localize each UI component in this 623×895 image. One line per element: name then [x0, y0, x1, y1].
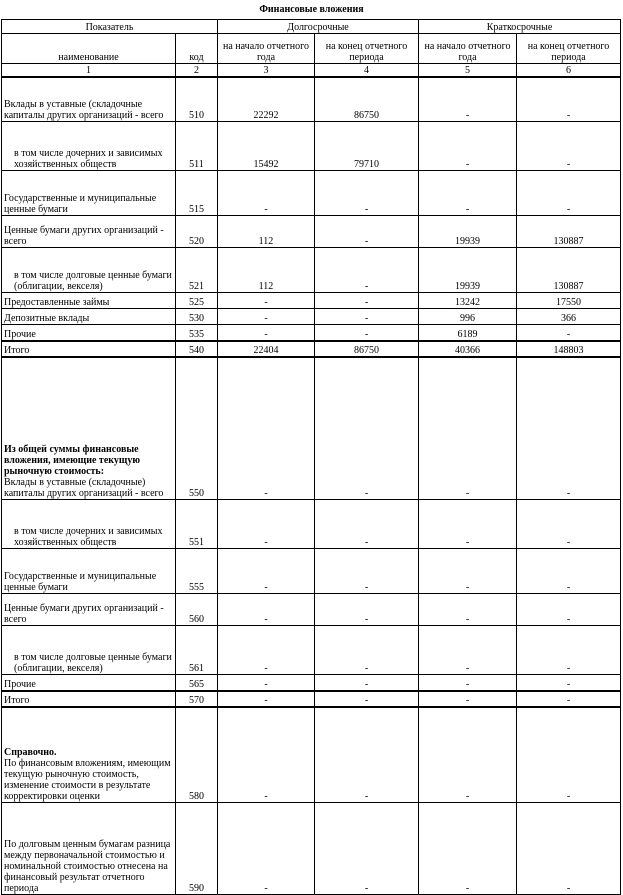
cell-value: - — [517, 171, 621, 216]
cell-value: 86750 — [315, 77, 419, 122]
table-row — [2, 248, 621, 293]
row-name — [2, 309, 176, 325]
section-heading: Справочно. — [4, 747, 57, 758]
cell-value: 6189 — [419, 325, 517, 341]
table-row — [2, 803, 621, 895]
cell-value: - — [218, 357, 315, 500]
row-code: 530 — [176, 309, 218, 325]
cell-value: - — [315, 216, 419, 248]
header-long-term: Долгосрочные — [218, 20, 419, 34]
cell-value: 22292 — [218, 77, 315, 122]
col-number: 5 — [419, 64, 517, 77]
row-code: 535 — [176, 325, 218, 341]
cell-value: - — [315, 707, 419, 803]
table-row — [2, 77, 621, 122]
table-row — [2, 500, 621, 549]
cell-value: - — [315, 691, 419, 707]
cell-value: 130887 — [517, 216, 621, 248]
row-label: Вклады в уставные (складочные) капиталы других организаций - всего — [4, 477, 164, 499]
row-name — [2, 341, 176, 357]
cell-value: 86750 — [315, 341, 419, 357]
cell-value: - — [419, 691, 517, 707]
row-code: 570 — [176, 691, 218, 707]
table-row — [2, 357, 621, 500]
header-end-short: на конец отчетного периода — [517, 34, 621, 64]
row-code: 525 — [176, 293, 218, 309]
cell-value: 13242 — [419, 293, 517, 309]
row-label: Итого — [4, 694, 30, 706]
table-row — [2, 325, 621, 341]
cell-value: - — [419, 77, 517, 122]
cell-value: - — [419, 171, 517, 216]
cell-value: - — [315, 309, 419, 325]
row-name — [2, 707, 176, 803]
col-number: 3 — [218, 64, 315, 77]
cell-value: - — [218, 500, 315, 549]
cell-value: - — [517, 122, 621, 171]
financial-investments-table — [1, 19, 621, 895]
row-code: 511 — [176, 122, 218, 171]
cell-value: - — [517, 357, 621, 500]
header-end-long: на конец отчетного периода — [315, 34, 419, 64]
row-name — [2, 293, 176, 309]
cell-value: - — [315, 248, 419, 293]
table-row — [2, 216, 621, 248]
cell-value: - — [517, 803, 621, 895]
row-name — [2, 171, 176, 216]
cell-value: - — [218, 707, 315, 803]
table-row — [2, 675, 621, 691]
row-label: Ценные бумаги других организаций - всего — [4, 225, 164, 247]
table-row — [2, 549, 621, 594]
cell-value: - — [218, 171, 315, 216]
cell-value: - — [315, 626, 419, 675]
row-label: в том числе дочерних и зависимых хозяйственных обществ — [14, 148, 163, 170]
table-row — [2, 594, 621, 626]
row-code: 560 — [176, 594, 218, 626]
row-name — [2, 626, 176, 675]
cell-value: - — [517, 500, 621, 549]
header-code: код — [176, 34, 218, 64]
cell-value: - — [218, 626, 315, 675]
row-code: 521 — [176, 248, 218, 293]
cell-value: - — [517, 594, 621, 626]
cell-value: - — [419, 675, 517, 691]
row-name — [2, 325, 176, 341]
row-label: в том числе долговые ценные бумаги (облигации, векселя) — [14, 270, 172, 292]
row-name — [2, 803, 176, 895]
cell-value: 19939 — [419, 248, 517, 293]
document-title: Финансовые вложения — [259, 4, 364, 15]
cell-value: - — [315, 803, 419, 895]
row-name — [2, 500, 176, 549]
row-label: Государственные и муниципальные ценные бумаги — [4, 193, 157, 215]
row-code: 510 — [176, 77, 218, 122]
cell-value: - — [315, 325, 419, 341]
table-row — [2, 309, 621, 325]
cell-value: - — [419, 500, 517, 549]
row-code: 515 — [176, 171, 218, 216]
table-row — [2, 293, 621, 309]
cell-value: 22404 — [218, 341, 315, 357]
cell-value: - — [218, 325, 315, 341]
row-code: 540 — [176, 341, 218, 357]
cell-value: - — [315, 171, 419, 216]
row-name — [2, 691, 176, 707]
cell-value: - — [218, 293, 315, 309]
row-label: По финансовым вложениям, имеющим текущую рыночную стоимость, изменение стоимости в результате корректировки оценки — [4, 758, 171, 802]
cell-value: - — [419, 707, 517, 803]
cell-value: 17550 — [517, 293, 621, 309]
cell-value: - — [218, 803, 315, 895]
cell-value: - — [315, 675, 419, 691]
cell-value: - — [218, 594, 315, 626]
row-label: Предоставленные займы — [4, 297, 110, 308]
row-label: в том числе долговые ценные бумаги (облигации, векселя) — [14, 652, 172, 674]
cell-value: - — [218, 549, 315, 594]
header-start-long: на начало отчетного года — [218, 34, 315, 64]
row-name — [2, 216, 176, 248]
row-code: 520 — [176, 216, 218, 248]
header-indicator: Показатель — [2, 20, 218, 34]
row-code: 580 — [176, 707, 218, 803]
header-start-short: на начало отчетного года — [419, 34, 517, 64]
table-row — [2, 341, 621, 357]
cell-value: 79710 — [315, 122, 419, 171]
cell-value: - — [218, 675, 315, 691]
row-name — [2, 549, 176, 594]
cell-value: - — [517, 691, 621, 707]
col-number: 1 — [2, 64, 176, 77]
row-name — [2, 77, 176, 122]
row-label: в том числе дочерних и зависимых хозяйственных обществ — [14, 526, 163, 548]
row-label: Прочие — [4, 328, 36, 340]
cell-value: - — [517, 626, 621, 675]
cell-value: - — [517, 707, 621, 803]
cell-value: - — [419, 549, 517, 594]
row-label: Прочие — [4, 678, 36, 690]
cell-value: - — [218, 691, 315, 707]
row-name — [2, 122, 176, 171]
row-name — [2, 357, 176, 500]
table-row — [2, 171, 621, 216]
row-code: 555 — [176, 549, 218, 594]
table-row — [2, 691, 621, 707]
cell-value: - — [419, 803, 517, 895]
row-name — [2, 594, 176, 626]
cell-value: - — [315, 293, 419, 309]
row-label: Вклады в уставные (складочные капиталы других организаций - всего — [4, 99, 164, 121]
row-label: Государственные и муниципальные ценные бумаги — [4, 571, 157, 593]
row-code: 561 — [176, 626, 218, 675]
cell-value: - — [517, 549, 621, 594]
table-row — [2, 707, 621, 803]
cell-value: 996 — [419, 309, 517, 325]
cell-value: - — [315, 357, 419, 500]
col-number: 6 — [517, 64, 621, 77]
table-row — [2, 122, 621, 171]
row-label: Итого — [4, 344, 30, 356]
table-row — [2, 626, 621, 675]
cell-value: - — [517, 325, 621, 341]
cell-value: - — [315, 594, 419, 626]
cell-value: 148803 — [517, 341, 621, 357]
cell-value: - — [218, 309, 315, 325]
row-code: 551 — [176, 500, 218, 549]
cell-value: - — [419, 357, 517, 500]
header-name: наименование — [2, 34, 176, 64]
cell-value: - — [315, 549, 419, 594]
cell-value: - — [517, 675, 621, 691]
row-code: 550 — [176, 357, 218, 500]
cell-value: 19939 — [419, 216, 517, 248]
row-code: 590 — [176, 803, 218, 895]
cell-value: 15492 — [218, 122, 315, 171]
cell-value: 112 — [218, 248, 315, 293]
cell-value: - — [419, 122, 517, 171]
cell-value: - — [315, 500, 419, 549]
row-name — [2, 675, 176, 691]
header-short-term: Краткосрочные — [419, 20, 621, 34]
cell-value: 366 — [517, 309, 621, 325]
row-label: Ценные бумаги других организаций - всего — [4, 603, 164, 625]
cell-value: 130887 — [517, 248, 621, 293]
section-heading: Из общей суммы финансовые вложения, имеющие текущую рыночную стоимость: — [4, 444, 140, 477]
cell-value: 112 — [218, 216, 315, 248]
cell-value: - — [517, 77, 621, 122]
row-code: 565 — [176, 675, 218, 691]
cell-value: - — [419, 594, 517, 626]
col-number: 2 — [176, 64, 218, 77]
row-label: Депозитные вклады — [4, 313, 90, 324]
cell-value: 40366 — [419, 341, 517, 357]
cell-value: - — [419, 626, 517, 675]
row-name — [2, 248, 176, 293]
col-number: 4 — [315, 64, 419, 77]
row-label: По долговым ценным бумагам разница между первоначальной стоимостью и номинальной стоимостью отнесена на финансовый результат отчетного периода — [4, 839, 171, 894]
